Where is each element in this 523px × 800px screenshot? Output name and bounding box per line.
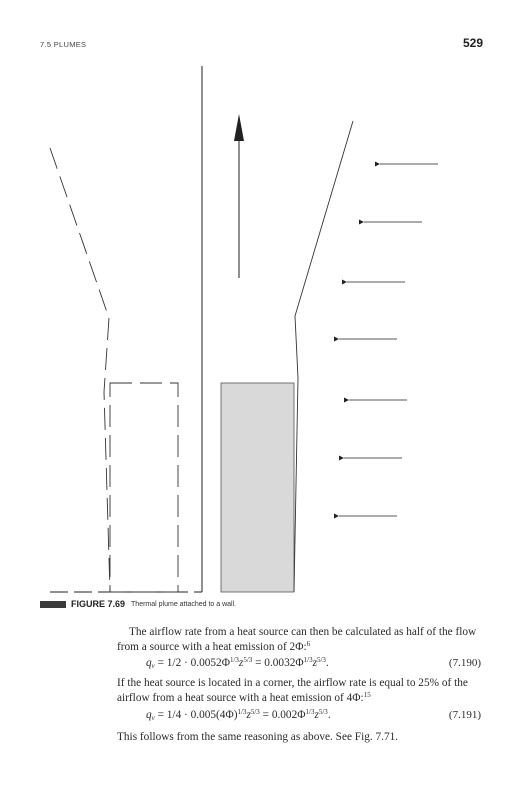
figure-label: FIGURE 7.69 [71,599,126,609]
upward-flow-arrow-head [234,114,244,141]
reference-superscript: 15 [363,691,371,699]
mirror-heat-source [110,383,178,592]
paragraph-2: If the heat source is located in a corner, the airflow rate is equal to 25% of the airflow from a heat source with a heat emission of 4Φ:$^{15}$ [117,677,468,704]
paragraph-1: The airflow rate from a heat source can then be calculated as half of the flow from a source with a heat emission of 2Φ:$^6$ [117,626,477,653]
running-header-section: 7.5 PLUMES [40,40,87,49]
figure-caption-text: Thermal plume attached to a wall. [131,600,237,608]
caption-marker [40,601,66,608]
reference-superscript: 6 [306,640,311,648]
equation-number: (7.191) [448,709,481,721]
paragraph-3: This follows from the same reasoning as above. See Fig. 7.71. [117,731,399,743]
heat-source-block [221,383,294,592]
equation-7-190: $q_v = 1/2 \cdot 0.0052\Phi^{1/3}z^{5/3} = 0.0032\Phi^{1/3}z^{5/3}$. (7.190) [146,656,481,670]
page-number: 529 [462,36,483,50]
figure-caption [40,598,236,610]
plume-boundary [294,121,353,592]
equation-number: (7.190) [448,657,481,669]
equation-7-191: $q_v = 1/4 \cdot 0.005(4\Phi)^{1/3}z^{5/3} = 0.002\Phi^{1/3}z^{5/3}$. (7.191) [146,708,481,722]
mirror-plume-boundary [50,148,110,592]
